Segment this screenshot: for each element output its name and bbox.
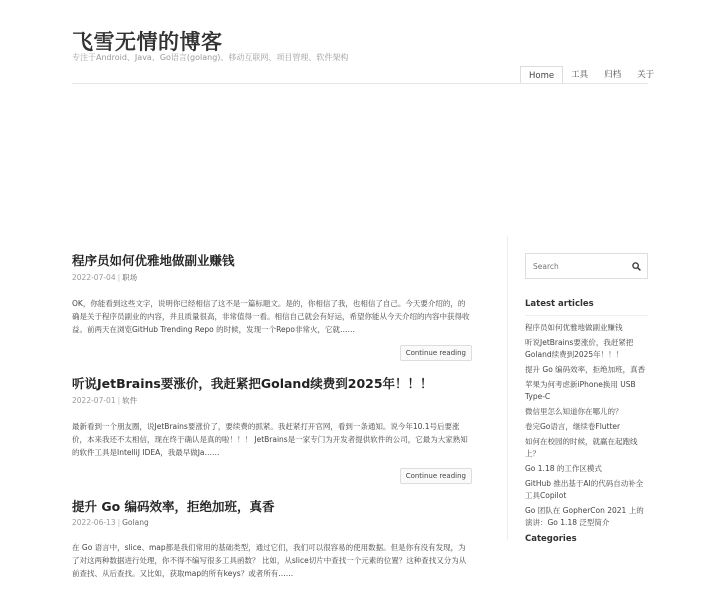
latest-article-link[interactable]: 提升 Go 编码效率，拒绝加班，真香 bbox=[525, 365, 646, 374]
latest-article-link[interactable]: 卷完Go语言，继续卷Flutter bbox=[525, 422, 621, 431]
post-item bbox=[72, 252, 472, 361]
meta-separator: | bbox=[117, 396, 121, 405]
post-meta bbox=[72, 395, 472, 406]
latest-article-link[interactable]: Go 团队在 GopherCon 2021 上的演讲：Go 1.18 泛型简介 bbox=[525, 506, 644, 527]
latest-articles-heading: Latest articles bbox=[525, 299, 594, 309]
post-title[interactable]: 提升 Go 编码效率，拒绝加班，真香 bbox=[72, 499, 275, 514]
meta-separator: | bbox=[117, 518, 121, 527]
latest-article-link[interactable]: GitHub 推出基于AI的代码自动补全工具Copilot bbox=[525, 479, 644, 500]
post-category[interactable]: Golang bbox=[122, 518, 149, 527]
post-meta bbox=[72, 518, 472, 527]
post-item bbox=[72, 375, 472, 484]
nav-home[interactable]: Home bbox=[520, 66, 563, 84]
latest-articles-list bbox=[525, 322, 649, 532]
post-title[interactable]: 听说JetBrains要涨价，我赶紧把Goland续费到2025年！！！ bbox=[72, 376, 433, 391]
post-excerpt: 在 Go 语言中，slice、map都是我们常用的基础类型，通过它们，我们可以很容易的使用数据。但是你有没有发现，为了对这两种数据进行处理，你不得不编写很多工具函数？ 比如，从slice切片中查找一个元素的位置？这种查找又分为从前查找、从后查找。又比如，获取map的所有keys？或者所有…… bbox=[72, 543, 467, 578]
post-date: 2022-06-13 bbox=[72, 518, 116, 527]
latest-article-link[interactable]: 听说JetBrains要涨价，我赶紧把Goland续费到2025年！！！ bbox=[525, 338, 634, 359]
post-meta bbox=[72, 272, 472, 283]
meta-separator: | bbox=[117, 273, 121, 282]
latest-article-link[interactable]: 微信里怎么知道你在哪儿的？ bbox=[525, 407, 623, 416]
latest-article-link[interactable]: 如何在校园的时候，就赢在起跑线上？ bbox=[525, 437, 638, 458]
post-category[interactable]: 职场 bbox=[122, 273, 138, 282]
post-excerpt: 最新看到一个朋友圈，说JetBrains要涨价了，要续费的抓紧。我赶紧打开官网，看到一条通知。说今年10.1号后要涨价，本来我还不太相信，现在终于确认是真的啦！！！ JetBrains是一家专门为开发者提供软件的公司，它最为大家熟知的软件工具是IntelliJ IDEA，我最早做Ja…… bbox=[72, 422, 468, 457]
continue-reading-button[interactable]: Continue reading bbox=[400, 345, 472, 361]
nav-archive[interactable]: 归档 bbox=[604, 70, 622, 80]
continue-reading-button[interactable]: Continue reading bbox=[400, 468, 472, 484]
main-nav bbox=[520, 66, 662, 84]
latest-article-link[interactable]: 程序员如何优雅地做副业赚钱 bbox=[525, 323, 623, 332]
next-widget-heading: Categories bbox=[525, 534, 577, 544]
post-list bbox=[72, 252, 472, 594]
post-title[interactable]: 程序员如何优雅地做副业赚钱 bbox=[72, 253, 235, 268]
nav-about[interactable]: 关于 bbox=[637, 70, 655, 80]
post-excerpt: OK，你能看到这些文字，说明你已经相信了这不是一篇标题文。是的，你相信了我，也相信了自己。今天要介绍的，的确是关于程序员副业的内容，并且质量很高，非常值得一看。相信自己就会有好运，希望你能从今天介绍的内容中获得收益。前两天在浏览GitHub Trending Repo 的时候，发现一个Repo非常火，它就…… bbox=[72, 299, 470, 334]
latest-article-link[interactable]: Go 1.18 的工作区模式 bbox=[525, 464, 602, 473]
site-description: 专注于Android、Java、Go语言(golang)、移动互联网、项目管理、软件架构 bbox=[72, 53, 349, 62]
post-category[interactable]: 软件 bbox=[122, 396, 138, 405]
search-input[interactable] bbox=[526, 255, 626, 279]
latest-article-link[interactable]: 苹果为何考虑新iPhone换用 USB Type-C bbox=[525, 380, 636, 401]
nav-divider bbox=[72, 83, 648, 84]
post-date: 2022-07-04 bbox=[72, 273, 116, 282]
site-title[interactable]: 飞雪无情的博客 bbox=[72, 30, 223, 54]
sidebar-divider bbox=[507, 236, 508, 540]
post-item bbox=[72, 498, 472, 580]
widget-divider bbox=[525, 315, 648, 316]
post-date: 2022-07-01 bbox=[72, 396, 116, 405]
search-icon[interactable] bbox=[632, 262, 641, 271]
nav-tools[interactable]: 工具 bbox=[571, 70, 589, 80]
search-box bbox=[525, 253, 648, 279]
